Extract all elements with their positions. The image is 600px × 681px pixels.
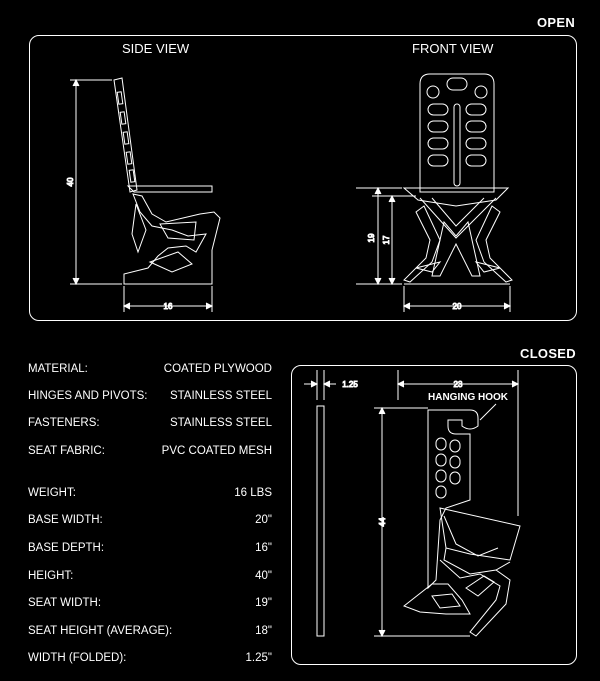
side-height-dim: 40	[66, 177, 75, 187]
front-seat-height-a-dim: 19	[367, 233, 376, 243]
closed-width-dim: 23	[453, 380, 463, 389]
spec-label: HEIGHT:	[28, 570, 74, 582]
spec-value: 18"	[255, 625, 272, 637]
spec-label: MATERIAL:	[28, 363, 88, 375]
front-view-title: FRONT VIEW	[412, 41, 494, 56]
spec-value: 16"	[255, 542, 272, 554]
closed-view-drawing	[304, 370, 520, 636]
hanging-hook-label: HANGING HOOK	[428, 392, 508, 403]
spec-value: PVC COATED MESH	[161, 445, 272, 457]
spec-label: SEAT HEIGHT (AVERAGE):	[28, 625, 173, 637]
spec-value: STAINLESS STEEL	[169, 417, 272, 429]
spec-value: 1.25"	[245, 652, 272, 664]
front-width-dim: 20	[452, 302, 462, 311]
spec-value: 19"	[255, 597, 272, 609]
side-view-title: SIDE VIEW	[122, 41, 190, 56]
front-view-drawing	[356, 74, 512, 312]
spec-label: HINGES AND PIVOTS:	[28, 390, 148, 402]
spec-label: BASE DEPTH:	[28, 542, 105, 554]
spec-label: WIDTH (FOLDED):	[28, 652, 127, 664]
spec-label: SEAT WIDTH:	[28, 597, 102, 609]
spec-label: FASTENERS:	[28, 417, 100, 429]
side-depth-dim: 16	[163, 302, 173, 311]
spec-value: 16 LBS	[234, 487, 272, 499]
spec-value: COATED PLYWOOD	[163, 363, 272, 375]
spec-label: WEIGHT:	[28, 487, 76, 499]
open-section-label: OPEN	[537, 15, 576, 30]
spec-value: 20"	[255, 514, 272, 526]
spec-label: SEAT FABRIC:	[28, 445, 105, 457]
front-seat-height-b-dim: 17	[382, 235, 391, 245]
closed-section-label: CLOSED	[520, 346, 576, 361]
side-view-drawing	[70, 78, 220, 312]
closed-thickness-dim: 1.25	[342, 380, 358, 389]
spec-label: BASE WIDTH:	[28, 514, 103, 526]
spec-value: 40"	[255, 570, 272, 582]
spec-value: STAINLESS STEEL	[169, 390, 272, 402]
closed-height-dim: 44	[378, 517, 387, 527]
